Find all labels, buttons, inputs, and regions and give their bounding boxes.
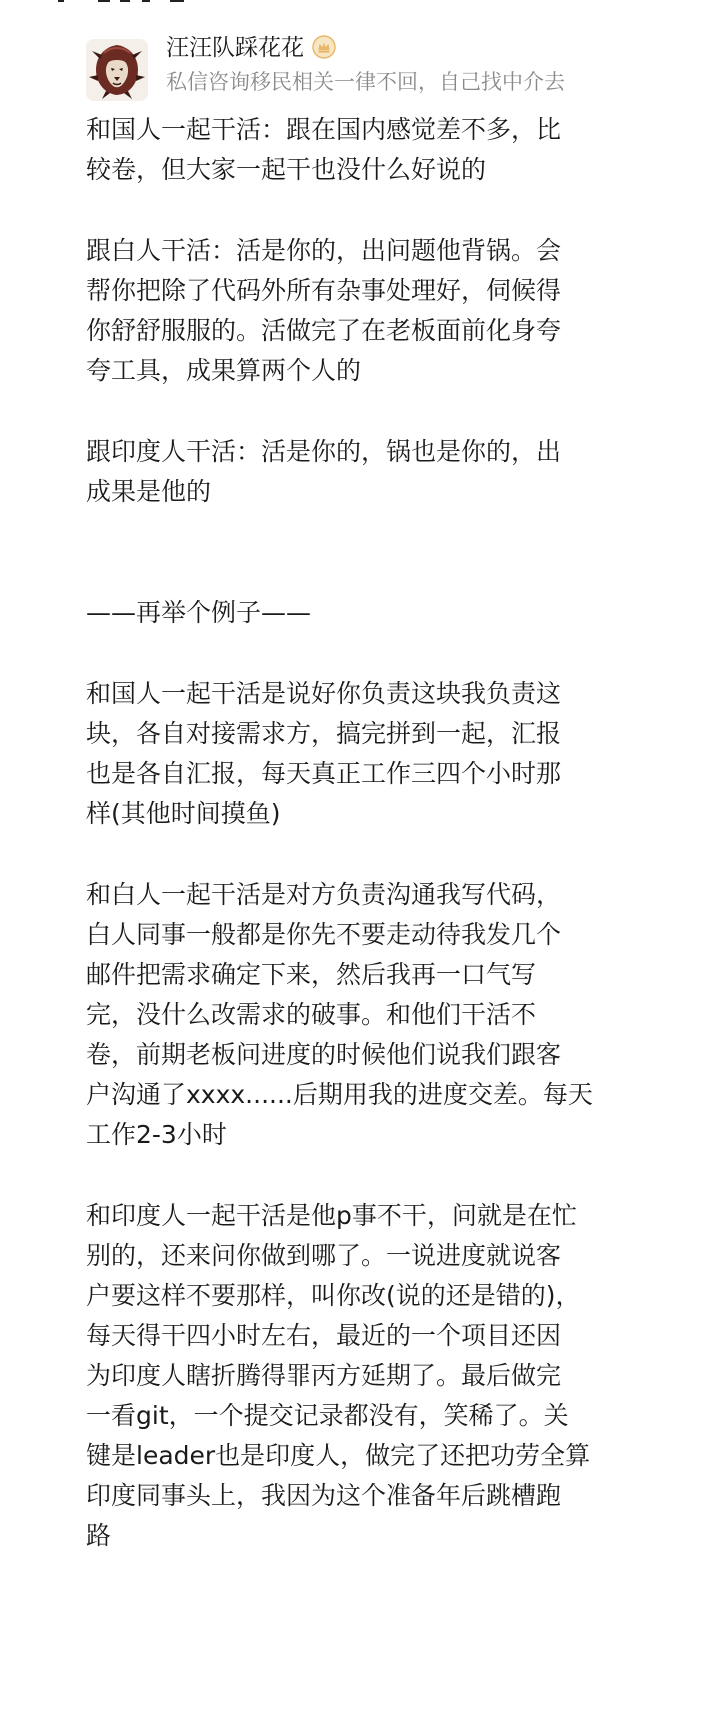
post-header[interactable]	[86, 33, 686, 105]
author-name-text[interactable]: 汪汪队踩花花	[166, 35, 304, 61]
vip-crown-icon	[312, 35, 336, 59]
author-name[interactable]	[166, 33, 336, 63]
post-body	[86, 110, 616, 1597]
paragraph-example-chinese: 和国人一起干活是说好你负责这块我负责这 块，各自对接需求方，搞完拼到一起，汇报 也是各自汇报，每天真正工作三四个小时那 样(其他时间摸鱼)	[86, 679, 562, 828]
lion-avatar-icon	[86, 39, 148, 101]
paragraph-example-white: 和白人一起干活是对方负责沟通我写代码， 白人同事一般都是你先不要走动待我发几个 邮件把需求确定下来，然后我再一口气写 完，没什么改需求的破事。和他们干活不 卷，前期老板问进度的时候他们说我们跟客 户沟通了xxxx......后期用我的进度交差。每天 工作2-3小时	[86, 880, 593, 1149]
paragraph-indian-colleagues: 跟印度人干活：活是你的，锅也是你的，出 成果是他的	[86, 437, 562, 506]
section-divider-heading: ——再举个例子——	[86, 598, 312, 627]
paragraph-example-indian: 和印度人一起干活是他p事不干，问就是在忙 别的，还来问你做到哪了。一说进度就说客 户要这样不要那样，叫你改(说的还是错的)， 每天得干四小时左右，最近的一个项目还因 为印度人瞎折腾得罪丙方延期了。最后做完 一看git，一个提交记录都没有，笑稀了。关 键是leader也是印度人，做完了还把功劳全算 印度同事头上，我因为这个准备年后跳槽跑 路	[86, 1201, 591, 1550]
author-bio: 私信咨询移民相关一律不回，自己找中介去	[166, 70, 565, 94]
paragraph-white-colleagues: 跟白人干活：活是你的，出问题他背锅。会 帮你把除了代码外所有杂事处理好，伺候得 你舒舒服服的。活做完了在老板面前化身夸 夸工具，成果算两个人的	[86, 236, 562, 385]
avatar[interactable]	[86, 39, 148, 101]
paragraph-chinese-colleagues: 和国人一起干活：跟在国内感觉差不多，比 较卷，但大家一起干也没什么好说的	[86, 115, 562, 184]
cropped-previous-content	[0, 0, 706, 14]
